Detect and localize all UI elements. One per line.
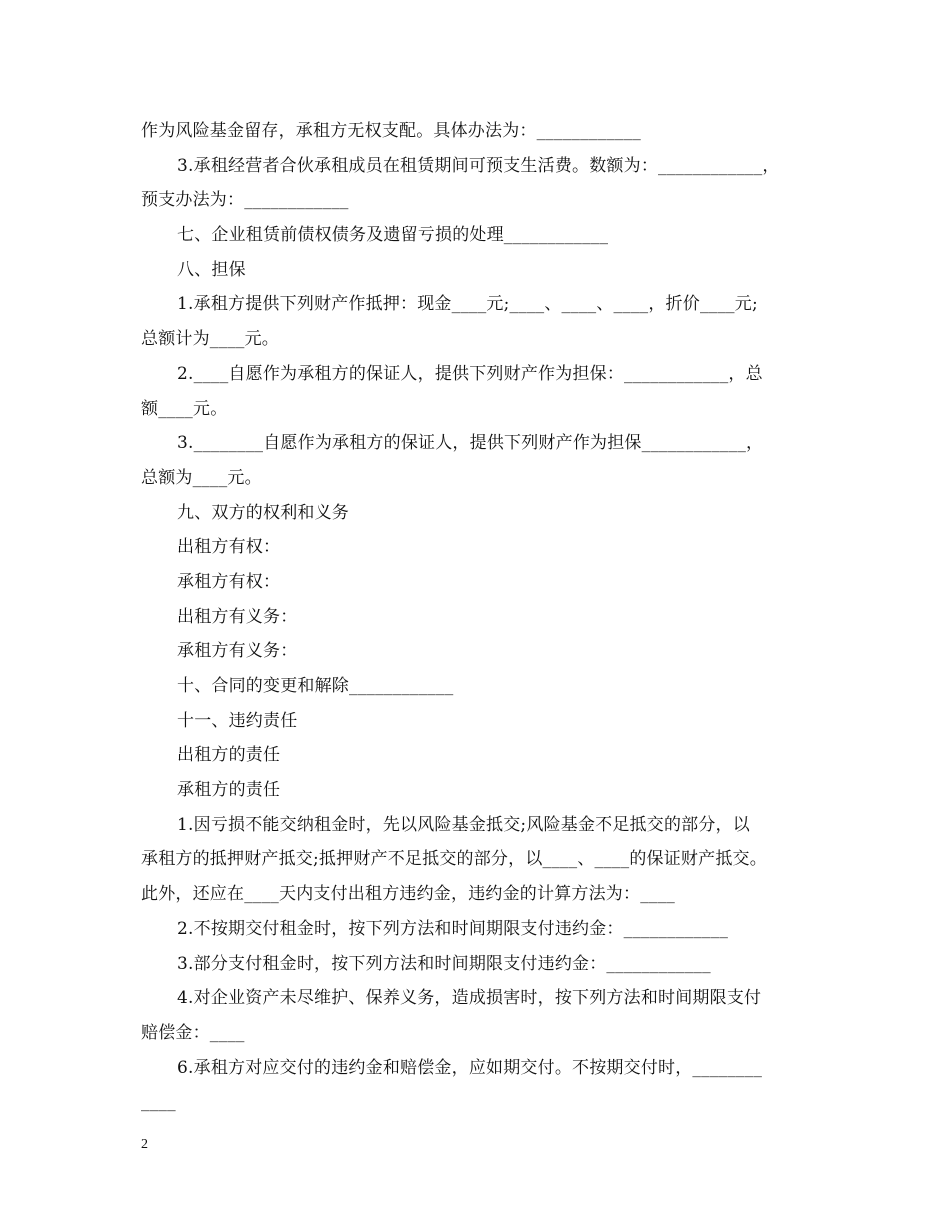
text-line: 总额为____元。: [141, 467, 262, 488]
text-line: 预支办法为：____________: [141, 190, 349, 211]
text-line: ____: [141, 1092, 176, 1113]
page-number: 2: [141, 1137, 148, 1152]
text-line: 2.____自愿作为承租方的保证人，提供下列财产作为担保：____________，总: [177, 363, 763, 384]
text-line: 1.承租方提供下列财产作抵押：现金____元;____、____、____，折价____元;: [177, 294, 758, 315]
text-line: 出租方有义务：: [177, 606, 298, 627]
text-line: 6.承租方对应交付的违约金和赔偿金，应如期交付。不按期交付时，________: [177, 1057, 763, 1078]
text-line: 出租方有权：: [177, 537, 281, 558]
text-line: 4.对企业资产未尽维护、保养义务，造成损害时，按下列方法和时间期限支付: [177, 988, 762, 1009]
text-line: 总额计为____元。: [141, 329, 279, 350]
text-line: 承租方有权：: [177, 571, 281, 592]
text-line: 承租方的责任: [177, 780, 281, 801]
text-line: 1.因亏损不能交纳租金时，先以风险基金抵交;风险基金不足抵交的部分，以: [177, 814, 750, 835]
text-line: 九、双方的权利和义务: [177, 502, 349, 523]
text-line: 3.承租经营者合伙承租成员在租赁期间可预支生活费。数额为：____________，: [177, 155, 780, 176]
text-line: 此外，还应在____天内支付出租方违约金，违约金的计算方法为：____: [141, 884, 675, 905]
text-line: 出租方的责任: [177, 745, 281, 766]
text-line: 3.________自愿作为承租方的保证人，提供下列财产作为担保____________，: [177, 433, 764, 454]
text-line: 作为风险基金留存，承租方无权支配。具体办法为：____________: [141, 121, 641, 141]
text-line: 3.部分支付租金时，按下列方法和时间期限支付违约金：____________: [177, 953, 711, 974]
text-line: 七、企业租赁前债权债务及遗留亏损的处理____________: [177, 225, 609, 246]
text-line: 2.不按期交付租金时，按下列方法和时间期限支付违约金：____________: [177, 918, 729, 939]
document-body: [141, 114, 821, 1120]
text-line: 十、合同的变更和解除____________: [177, 676, 454, 696]
text-line: 额____元。: [141, 398, 228, 419]
text-line: 十一、违约责任: [177, 710, 298, 731]
text-line: 赔偿金：____: [141, 1022, 245, 1043]
text-line: 承租方的抵押财产抵交;抵押财产不足抵交的部分，以____、____的保证财产抵交。: [141, 849, 767, 870]
text-line: 八、担保: [177, 259, 246, 280]
text-line: 承租方有义务：: [177, 641, 298, 662]
